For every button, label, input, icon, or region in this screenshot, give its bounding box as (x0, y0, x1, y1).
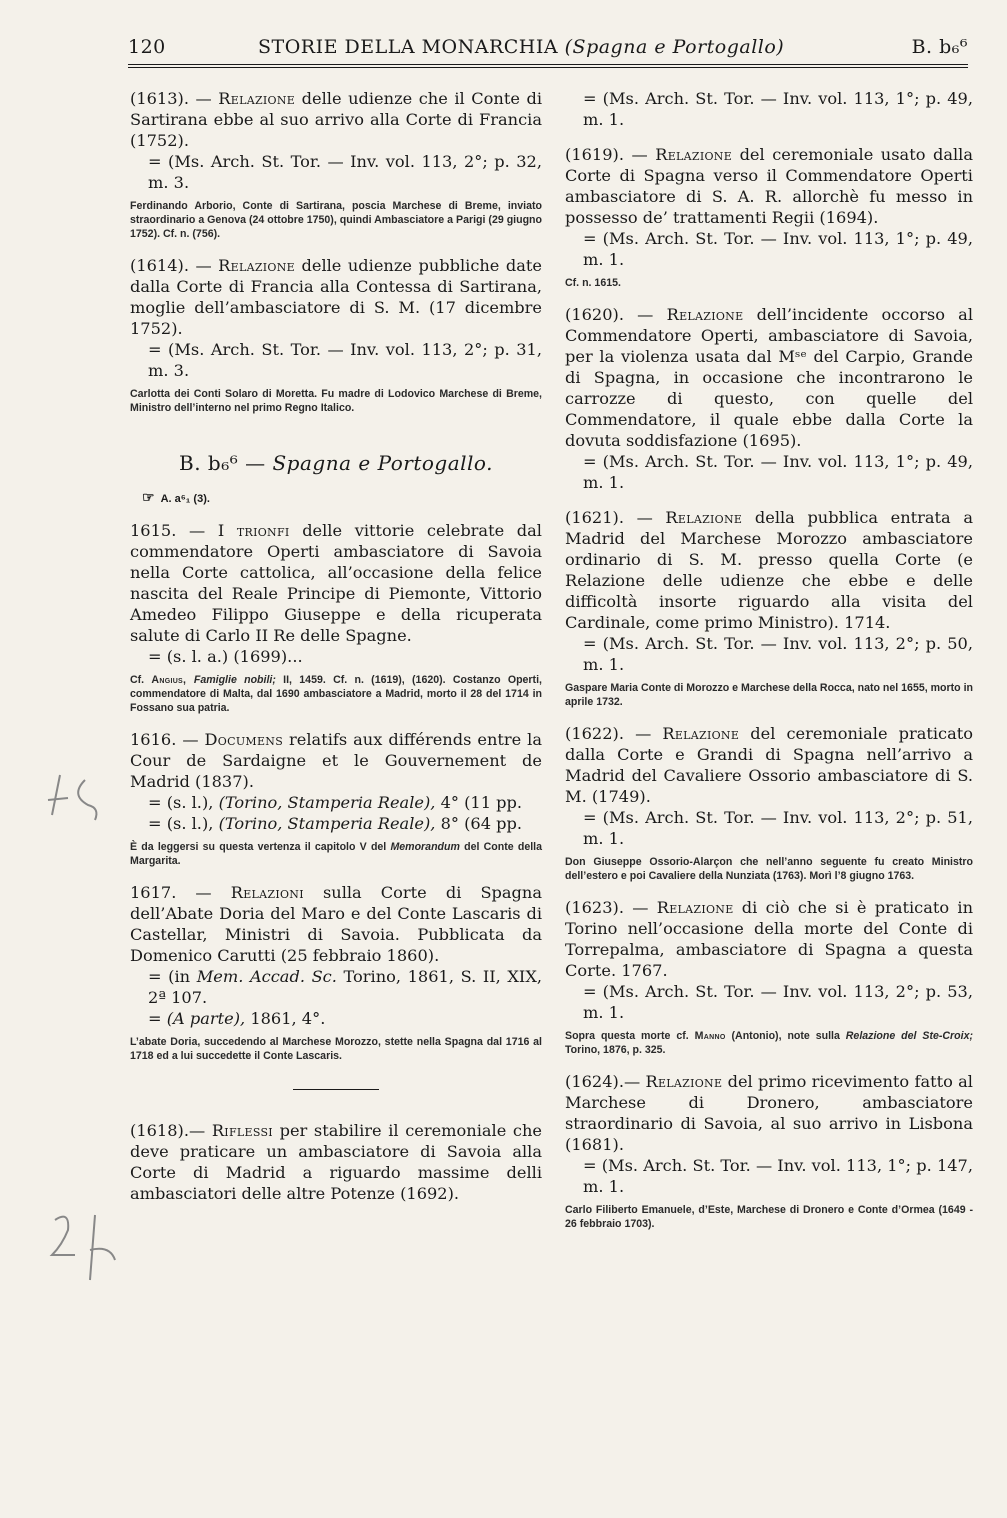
entry-reference: = (Ms. Arch. St. Tor. — Inv. vol. 113, 1°; p. 49, m. 1. (583, 89, 973, 129)
entry-note: Ferdinando Arborio, Conte di Sartirana, poscia Marchese di Breme, inviato straordinario a Genova (24 ottobre 1750), quindi Ambasciatore a Parigi (29 giugno 1752). Cf. n. (756). (130, 200, 542, 240)
entry-1624: (1624).— Relazione del primo ricevimento fatto al Marchese di Dronero, ambasciatore straordinario di Savoia, al suo arrivo in Lisbona (1681). = (Ms. Arch. St. Tor. — Inv. vol. 113, 1°; p. 147, m. 1. (565, 1072, 973, 1196)
entry-1623: (1623). — Relazione di ciò che si è praticato in Torino nell’occasione della morte del Conte di Torrepalma, ambasciatore di Spagna a questa Corte. 1767. = (Ms. Arch. St. Tor. — Inv. vol. 113, 2°; p. 53, m. 1. (565, 898, 974, 1022)
entry-reference: = (s. l.), (Torino, Stamperia Reale), 8° (64 pp. (148, 814, 523, 833)
entry-note: Carlotta dei Conti Solaro di Moretta. Fu madre di Lodovico Marchese di Breme, Ministro dell’interno nel primo Regno Italico. (130, 388, 542, 414)
entry-1618: (1618).— Riflessi per stabilire il ceremoniale che deve praticare un ambasciatore di Savoia alla Corte di Madrid a riguardo massime delli ambasciatori delle altre Potenze (1692). (130, 1121, 542, 1203)
handwritten-margin-mark-icon (40, 1200, 130, 1290)
section-signature: B. b₆⁶ (911, 36, 968, 58)
left-column (130, 88, 542, 1204)
section-divider (293, 1089, 379, 1090)
entry-1622: (1622). — Relazione del ceremoniale praticato dalla Corte e Grandi di Spagna nell’arrivo a Madrid del Cavaliere Ossorio ambasciatore di S. M. (1749). = (Ms. Arch. St. Tor. — Inv. vol. 113, 2°; p. 51, m. 1. (565, 724, 974, 848)
entry-reference: = (s. l.), (Torino, Stamperia Reale), 4° (11 pp. (148, 793, 523, 812)
carryover-reference (565, 88, 973, 130)
entry-reference: = (Ms. Arch. St. Tor. — Inv. vol. 113, 2°; p. 53, m. 1. (583, 982, 973, 1022)
entry-reference: = (Ms. Arch. St. Tor. — Inv. vol. 113, 1°; p. 49, m. 1. (583, 229, 973, 269)
entry-reference: = (A parte), 1861, 4°. (148, 1009, 326, 1028)
header-rule-bottom (128, 67, 968, 68)
entry-note: Cf. Angius, Famiglie nobili; II, 1459. Cf. n. (1619), (1620). Costanzo Operti, commendatore di Malta, dal 1690 ambasciatore a Madrid, morto il 28 del 1714 in Fossano sua patria. (130, 674, 542, 714)
handwritten-margin-mark-icon (40, 760, 120, 830)
entry-note: Gaspare Maria Conte di Morozzo e Marchese della Rocca, nato nel 1655, morto in aprile 1732. (565, 682, 973, 708)
entry-note: L’abate Doria, succedendo al Marchese Morozzo, stette nella Spagna dal 1716 al 1718 ed a lui succedette il Conte Lascaris. (130, 1036, 542, 1062)
entry-reference: = (s. l. a.) (1699)... (148, 647, 303, 666)
entry-note: Cf. n. 1615. (565, 277, 621, 289)
entry-reference: = (Ms. Arch. St. Tor. — Inv. vol. 113, 1°; p. 147, m. 1. (583, 1156, 973, 1196)
entry-note: Carlo Filiberto Emanuele, d’Este, Marchese di Dronero e Conte d’Ormea (1649 - 26 febbraio 1703). (565, 1204, 973, 1230)
running-header (128, 28, 968, 62)
entry-1615: 1615. — I trionfi delle vittorie celebrate dal commendatore Operti ambasciatore di Savoia nella Corte cattolica, all’occasione della felice nascita del Reale Principe di Piemonte, Vittorio Amedeo Filippo Giuseppe e della ricuperata salute di Carlo II Re delle Spagne. = (s. l. a.) (1699)... (130, 521, 542, 666)
entry-reference: = (in Mem. Accad. Sc. Torino, 1861, S. II, XIX, 2ª 107. (148, 967, 542, 1007)
entry-note: Don Giuseppe Ossorio-Alarçon che nell’anno seguente fu creato Ministro dell’estero e poi Cavaliere della Nunziata (1763). Morì l’8 giugno 1763. (565, 856, 973, 882)
header-rule-top (128, 64, 968, 65)
section-heading: B. b₆⁶ — Spagna e Portogallo. (179, 451, 493, 475)
entry-note: È da leggersi su questa vertenza il capitolo V del Memorandum del Conte della Margarita. (130, 841, 542, 867)
entry-1620: (1620). — Relazione dell’incidente occorso al Commendatore Operti, ambasciatore di Savoia, per la violenza usata dal Mˢᵉ del Carpio, Grande di Spagna, in occasione che incontrarono le carrozze di questo, con quelle del Commendatore, il quale ebbe dalla Corte la dovuta soddisfazione (1695). = (Ms. Arch. St. Tor. — Inv. vol. 113, 1°; p. 49, m. 1. (565, 305, 973, 492)
pointing-hand-icon: ☞ (142, 489, 155, 505)
entry-1616: 1616. — Documens relatifs aux différends entre la Cour de Sardaigne et le Gouvernement de Madrid (1837). = (s. l.), (Torino, Stamperia Reale), 4° (11 pp. = (s. l.), (Torino, Stamperia Reale), 8° (64 pp. (130, 730, 543, 833)
entry-1614: (1614). — Relazione delle udienze pubbliche date dalla Corte di Francia alla Contessa di Sartirana, moglie dell’ambasciatore di S. M. (17 dicembre 1752). = (Ms. Arch. St. Tor. — Inv. vol. 113, 2°; p. 31, m. 3. (130, 256, 542, 380)
entry-1621: (1621). — Relazione della pubblica entrata a Madrid del Marchese Morozzo ambasciatore ordinario di S. M. presso quella Corte (e Relazione delle udienze che ebbe e delle difficoltà insorte riguardo alla visita del Cardinale, come primo Ministro). 1714. = (Ms. Arch. St. Tor. — Inv. vol. 113, 2°; p. 50, m. 1. (565, 508, 973, 674)
running-title: STORIE DELLA MONARCHIA (Spagna e Portogallo) (258, 36, 785, 58)
page-number: 120 (128, 36, 166, 58)
right-column (565, 88, 973, 1231)
entry-reference: = (Ms. Arch. St. Tor. — Inv. vol. 113, 2°; p. 32, m. 3. (148, 152, 542, 192)
entry-1613: (1613). — Relazione delle udienze che il Conte di Sartirana ebbe al suo arrivo alla Corte di Francia (1752). = (Ms. Arch. St. Tor. — Inv. vol. 113, 2°; p. 32, m. 3. (130, 89, 542, 192)
entry-reference: = (Ms. Arch. St. Tor. — Inv. vol. 113, 2°; p. 31, m. 3. (148, 340, 542, 380)
entry-note: Sopra questa morte cf. Manno (Antonio), note sulla Relazione del Ste-Croix; Torino, 1876, p. 325. (565, 1030, 973, 1056)
entry-reference: = (Ms. Arch. St. Tor. — Inv. vol. 113, 2°; p. 50, m. 1. (583, 634, 973, 674)
entry-reference: = (Ms. Arch. St. Tor. — Inv. vol. 113, 1°; p. 49, m. 1. (583, 452, 973, 492)
entry-reference: = (Ms. Arch. St. Tor. — Inv. vol. 113, 2°; p. 51, m. 1. (583, 808, 973, 848)
cross-reference: ☞ A. a⁶₁ (3). (142, 489, 210, 505)
entry-1617: 1617. — Relazioni sulla Corte di Spagna dell’Abate Doria del Maro e del Conte Lascaris di Castellar, Ministri di Savoia. Pubblicata da Domenico Carutti (25 febbraio 1860). = (in Mem. Accad. Sc. Torino, 1861, S. II, XIX, 2ª 107. = (A parte), 1861, 4°. (130, 883, 543, 1028)
entry-1619: (1619). — Relazione del ceremoniale usato dalla Corte di Spagna verso il Commendatore Operti ambasciatore di S. A. R. allorchè fu messo in possesso de’ trattamenti Regii (1694). = (Ms. Arch. St. Tor. — Inv. vol. 113, 1°; p. 49, m. 1. (565, 145, 973, 269)
